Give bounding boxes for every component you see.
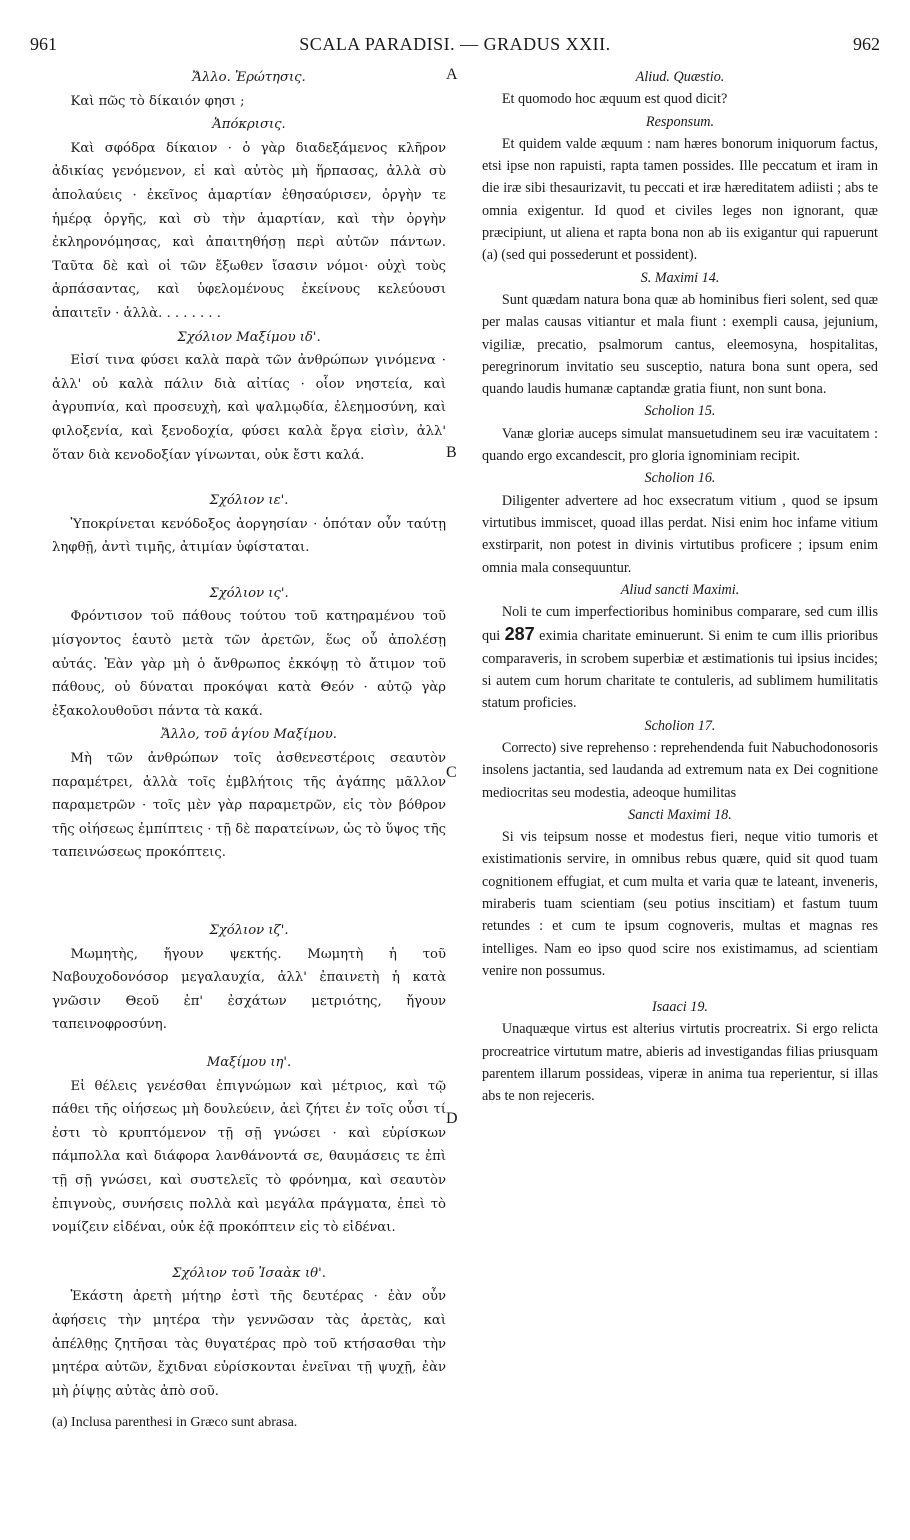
latin-heading-answer: Responsum.: [645, 113, 715, 130]
greek-heading-maximus: Ἄλλο, τοῦ ἁγίου Μαξίμου.: [161, 727, 337, 743]
greek-isaac-19-text: Ἑκάστη ἀρετὴ μήτηρ ἐστὶ τῆς δευτέρας · ἐὰν οὖν ἀφήσεις τὴν μητέρα τὴν γεννῶσαν τὰς ἀρετὰς, καὶ ἀπέλθῃς ζητῆσαι τὰς θυγατέρας πρὸ τοῦ κτήσασθαι τὴν μητέρα αὐτῶν, ἔχιδναι εὑρίσκονται ἐνεῖναι τῇ ψυχῇ, ἐὰν μὴ ῥίψῃς αὐτὰς ἀπὸ σοῦ.: [52, 1289, 446, 1399]
latin-heading-isaac-19: Isaaci 19.: [652, 999, 708, 1016]
running-title: SCALA PARADISI. — GRADUS XXII.: [299, 34, 611, 54]
latin-heading-scholion-17: Scholion 17.: [644, 717, 716, 734]
footnote: (a) Inclusa parenthesi in Græco sunt abrasa.: [52, 1415, 298, 1431]
greek-scholion-16-text: Φρόντισον τοῦ πάθους τούτου τοῦ κατηραμένου τοῦ μίσγοντος ἑαυτὸ μετὰ τῶν ἀρετῶν, ἕως οὗ ἀπολέσῃ αὐτάς. Ἐὰν γὰρ μὴ ὁ ἄνθρωπος ἐκκόψῃ τὸ ἄτιμον τοῦ πάθους, οὐ δύναται προκόψαι κατὰ Θεόν · αὐτῷ γὰρ ἐξακολουθοῦσι πάντα τὰ κακά.: [52, 609, 446, 719]
latin-scholion-15-text: Vanæ gloriæ auceps simulat mansuetudinem seu iræ vacuitatem : quando ergo excandescit, pro gloria ignominiam recipit.: [482, 425, 878, 465]
greek-heading-scholion-16: Σχόλιον ις'.: [209, 585, 289, 601]
greek-maximus-18-text: Εἰ θέλεις γενέσθαι ἐπιγνώμων καὶ μέτριος, καὶ τῷ πάθει τῆς οἰήσεως μὴ δουλεύειν, ἀεὶ ζήτει ἐν τοῖς οὖσι τί ἐστι τὸ κρυπτόμενον τῇ σῇ γνώσει · καὶ εὑρίσκων πάμπολλα καὶ διάφορα λανθάνοντά σε, θαυμάσεις τε ἐπὶ τῇ σῇ γνώσει, καὶ συστελεῖς τὸ φρόνημα, καὶ σεαυτὸν ἐπιγνοὺς, συνήσεις πολλὰ καὶ μεγάλα πράγματα, ἐπεὶ τὸ νομίζειν εἰδέναι, οὐκ ἐᾷ προκόπτειν εἰς τὸ εἰδέναι.: [52, 1078, 446, 1236]
latin-answer-text: Et quidem valde æquum : nam hæres bonorum iniquorum factus, etsi ipse non rapuisti, rapta tamen possides. Ille peccatum et iram in die iræ sibi thesaurizavit, tu peccati et iræ hæreditatem adiisti ; abs te omnia exigentur. Id quod et civiles leges non ignorant, quæ præcipiunt, ut aliena et rapta bona non ab iis exigantur qui rapuerunt (a) (sed qui possederunt et possident).: [482, 135, 878, 264]
latin-isaac-19-text: Unaquæque virtus est alterius virtutis procreatrix. Si ergo relicta procreatrice virtutum matre, abieris ad investigandas filias priusquam parentem illarum possideas, viperæ in anima tua reperientur, si illas abs te non rejeceris.: [482, 1021, 878, 1105]
greek-heading-question: Ἄλλο. Ἐρώτησις.: [192, 70, 306, 85]
latin-heading-question: Aliud. Quæstio.: [635, 69, 725, 85]
latin-heading-scholion-15: Scholion 15.: [644, 403, 716, 420]
greek-heading-answer: Ἀπόκρισις.: [212, 117, 286, 133]
greek-scholion-17-text: Μωμητὴς, ἤγουν ψεκτής. Μωμητὴ ἡ τοῦ Ναβουχοδονόσορ μεγαλαυχία, ἀλλ' ἐπαινετὴ ἡ κατὰ γνῶσιν Θεοῦ ἐπ' ἐσχάτων μετριότης, ἤγουν ταπεινοφροσύνη.: [52, 946, 446, 1033]
page-number-right: 962: [853, 34, 880, 54]
latin-heading-maximus-14: S. Maximi 14.: [640, 269, 720, 286]
greek-heading-scholion-14: Σχόλιον Μαξίμου ιδ'.: [177, 329, 321, 345]
margin-marker-c: C: [446, 764, 457, 781]
greek-heading-scholion-15: Σχόλιον ιε'.: [209, 493, 289, 509]
greek-heading-scholion-17: Σχόλιον ιζ'.: [209, 923, 289, 938]
greek-column: [52, 66, 446, 1435]
latin-heading-scholion-16: Scholion 16.: [644, 470, 716, 487]
latin-maximus-text: [482, 601, 878, 714]
page-header: [0, 34, 910, 60]
greek-maximus-text: Μὴ τῶν ἀνθρώπων τοῖς ἀσθενεστέροις σεαυτὸν παραμέτρει, ἀλλὰ τοῖς ἐμβλήτοις τῆς ἀγάπης μᾶλλον παραμετρῶν · τοῖς μὲν γὰρ παραμετρῶν, εἰς τὸν βόθρον τῆς οἰήσεως ἐμπίπτεις · τῇ δὲ παρατείνων, ὡς τὸ ὕψος τῆς ταπεινώσεως προκόπτεις.: [52, 751, 446, 861]
latin-column: [482, 66, 878, 1108]
greek-question-text: Καὶ πῶς τὸ δίκαιόν φησι ;: [70, 93, 245, 109]
latin-heading-maximus: Aliud sancti Maximi.: [620, 581, 740, 598]
greek-heading-maximus-18: Μαξίμου ιη'.: [206, 1054, 292, 1070]
margin-marker-a: A: [446, 66, 458, 83]
latin-maximus-18-text: Si vis teipsum nosse et modestus fieri, neque vitio tumoris et existimationis servire, in omnibus rebus quære, quid sit quod tuam cognitionem effugiat, et cum multa et varia quæ te lateant, inveneris, miraberis tuam scientiam (seu potius inscitiam) et fastum tuum retundes : et cum te ipsum cognoveris, multas et magnas res intelliges. Nam eo ipso quod scire nos existimamus, ad scientiam venire non possumus.: [482, 829, 878, 979]
latin-heading-maximus-18: Sancti Maximi 18.: [628, 806, 732, 823]
greek-scholion-15-text: Ὑποκρίνεται κενόδοξος ἀοργησίαν · ὁπόταν οὖν ταύτῃ ληφθῇ, ἀντὶ τιμῆς, ἀτιμίαν ὑφίσταται.: [52, 516, 446, 556]
greek-scholion-14-text: Εἰσί τινα φύσει καλὰ παρὰ τῶν ἀνθρώπων γινόμενα · ἀλλ' οὐ καλὰ πάλιν διὰ αἰτίας · οἷον νηστεία, καὶ ἀγρυπνία, καὶ προσευχὴ, καὶ ψαλμῳδία, ἐλεημοσύνη, καὶ φιλοξενία, καὶ ξενοδοχία, φύσει καλὰ ἔργα εἰσὶν, ἀλλ' ὅταν διὰ κενοδοξίαν γίνωνται, οὐκ ἔστι καλά.: [52, 353, 446, 463]
latin-question-text: Et quomodo hoc æquum est quod dicit?: [501, 91, 728, 108]
column-number: 287: [504, 624, 535, 645]
greek-answer-text: Καὶ σφόδρα δίκαιον · ὁ γὰρ διαδεξάμενος κλῆρον ἀδικίας γενόμενον, εἰ καὶ αὐτὸς μὴ ἥρπασας, ἀλλὰ σὺ ἀπολαύεις · ἐκεῖνος ἁμαρτίαν ἐθησαύρισεν, ὀργὴν τε ἡμέρᾳ ὀργῆς, καὶ σὺ τὴν ἁμαρτίαν, καὶ τὴν ὀργὴν ἐκληρονόμησας, καὶ ἀπαιτηθήσῃ περὶ αὐτῶν πάντων. Ταῦτα δὲ καὶ οἱ τῶν ἔξωθεν ἴσασιν νόμοι· οὐχὶ τοὺς ἁρπάσαντας, καὶ ὑφελομένους ἐκείνους κελεύουσι ἀπαιτεῖν · ἀλλὰ. . . . . . . .: [52, 140, 446, 321]
margin-marker-b: B: [446, 444, 457, 461]
latin-maximus-text-part-2: eximia charitate eminuerunt. Si enim te cum illis prioribus comparaveris, in scrobem superbiæ et æstimationis tui ipsius incides; si autem cum horum charitate te contuleris, ad sublimem humilitatis statum proficies.: [482, 628, 878, 712]
latin-scholion-16-text: Diligenter advertere ad hoc exsecratum vitium , quod se ipsum virtutibus immiscet, quoad illas perdat. Nisi enim hoc infame vitium exstirparit, non potest in divinis virtutibus proficere ; ipsum enim omnia mala consequuntur.: [482, 492, 878, 576]
latin-scholion-17-text: Correcto) sive reprehenso : reprehendenda fuit Nabuchodonosoris insolens jactantia, sed laudanda ad extremum nata ex Dei cognitione mediocritas seu modestia, adeoque humilitas: [482, 739, 878, 801]
latin-maximus-14-text: Sunt quædam natura bona quæ ab hominibus fieri solent, sed quæ per malas causas vitiantur et mala fiunt : exempli causa, jejunium, vigiliæ, precatio, psalmorum cantus, eleemosyna, hospitalitas, peregrinorum invitatio seu susceptio, natura bona sunt opera, sed quando laudis humanæ captandæ gratia fiunt, non sunt bona.: [482, 291, 878, 398]
latin-maximus-text-part-1: Noli te cum imperfectioribus hominibus comparare, sed cum illis qui: [482, 604, 878, 645]
greek-heading-isaac-19: Σχόλιον τοῦ Ἰσαὰκ ιθ'.: [172, 1265, 326, 1281]
margin-marker-d: D: [446, 1110, 458, 1127]
page-number-left: 961: [30, 34, 57, 54]
